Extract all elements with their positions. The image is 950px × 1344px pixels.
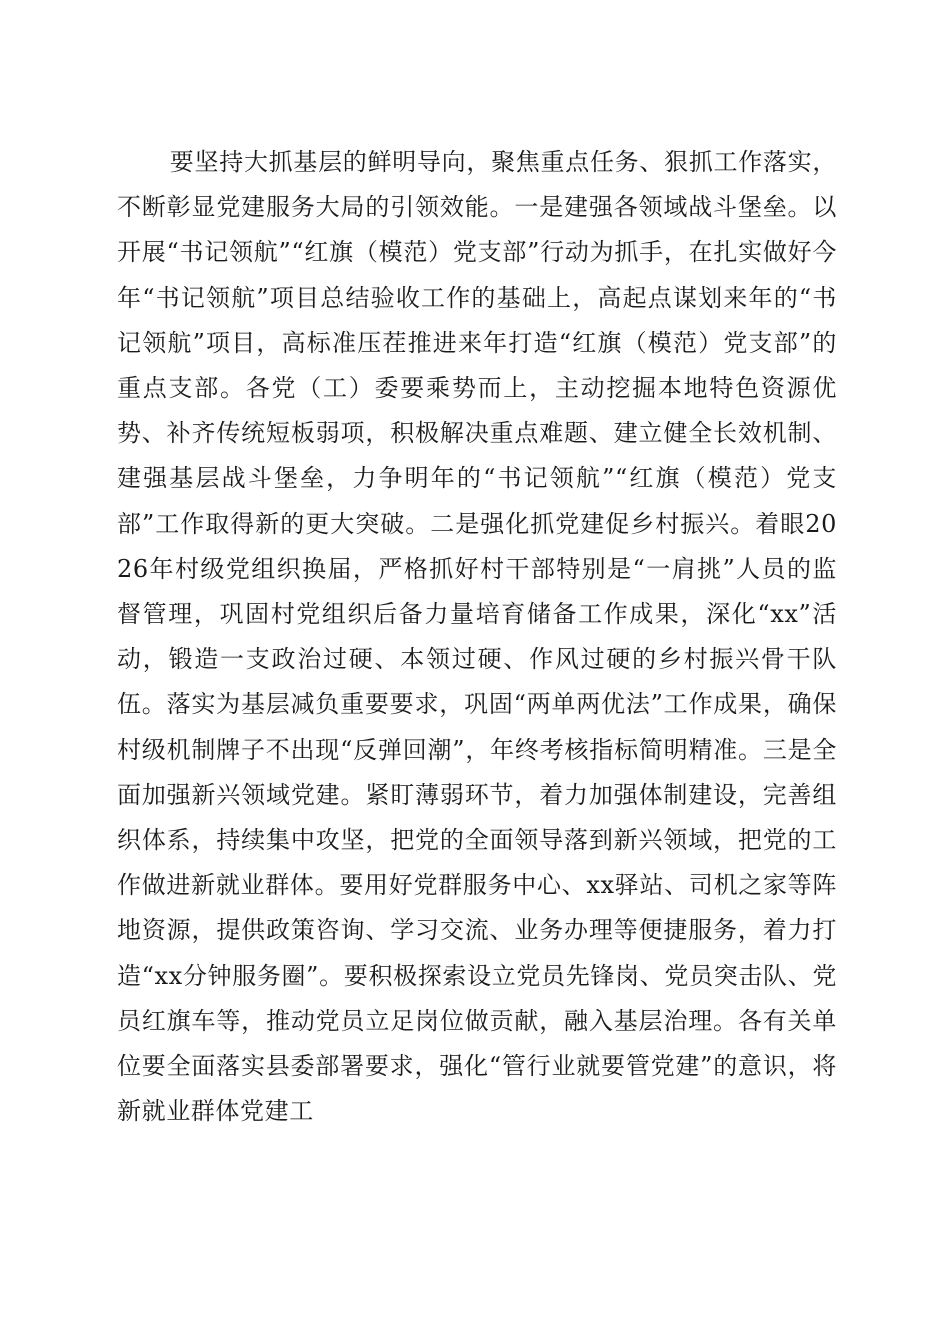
body-paragraph: 要坚持大抓基层的鲜明导向，聚焦重点任务、狠抓工作落实，不断彰显党建服务大局的引领效能。一是建强各领域战斗堡垒。以开展“书记领航”“红旗（模范）党支部”行动为抓手，在扎实做好今年“书记领航”项目总结验收工作的基础上，高起点谋划来年的“书记领航”项目，高标准压茬推进来年打造“红旗（模范）党支部”的重点支部。各党（工）委要乘势而上，主动挖掘本地特色资源优势、补齐传统短板弱项，积极解决重点难题、建立健全长效机制、建强基层战斗堡垒，力争明年的“书记领航”“红旗（模范）党支部”工作取得新的更大突破。二是强化抓党建促乡村振兴。着眼2026年村级党组织换届，严格抓好村干部特别是“一肩挑”人员的监督管理，巩固村党组织后备力量培育储备工作成果，深化“xx”活动，锻造一支政治过硬、本领过硬、作风过硬的乡村振兴骨干队伍。落实为基层减负重要要求，巩固“两单两优法”工作成果，确保村级机制牌子不出现“反弹回潮”，年终考核指标简明精准。三是全面加强新兴领域党建。紧盯薄弱环节，着力加强体制建设，完善组织体系，持续集中攻坚，把党的全面领导落到新兴领域，把党的工作做进新就业群体。要用好党群服务中心、xx驿站、司机之家等阵地资源，提供政策咨询、学习交流、业务办理等便捷服务，着力打造“xx分钟服务圈”。要积极探索设立党员先锋岗、党员突击队、党员红旗车等，推动党员立足岗位做贡献，融入基层治理。各有关单位要全面落实县委部署要求，强化“管行业就要管党建”的意识，将新就业群体党建工: [117, 148, 837, 1126]
